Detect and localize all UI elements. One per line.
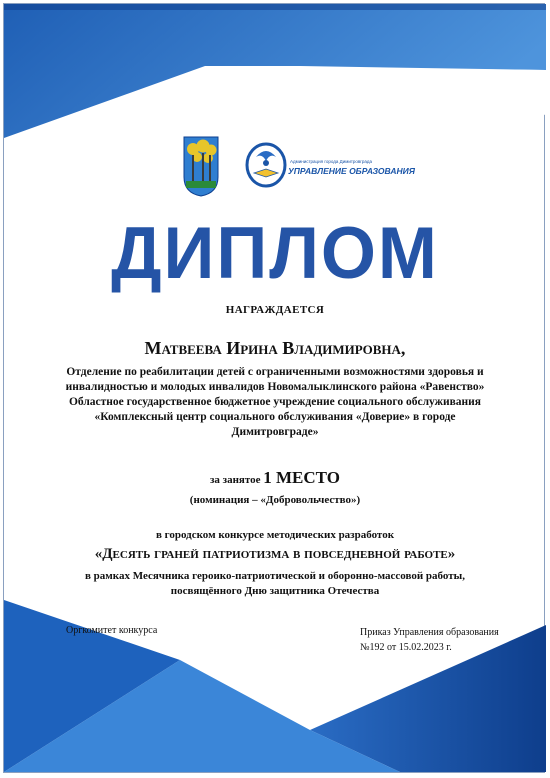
logo-line-1: Администрация города Димитровграда bbox=[290, 159, 373, 164]
order-line-1: Приказ Управления образования bbox=[360, 627, 499, 638]
diploma-title: ДИПЛОМ bbox=[111, 213, 439, 294]
recipient-organization: Отделение по реабилитации детей с ограниченными возможностями здоровья и инвалидностью и молодых инвалидов Новомалыклинского района «Равенство» Областное государственное бюджетное учреждение социального обслуживания «Комплексный центр социального обслуживания «Доверие» в городе Димитровграде» bbox=[65, 366, 485, 438]
place-prefix: за занятое bbox=[209, 474, 264, 486]
awarded-label: НАГРАЖДАЕТСЯ bbox=[225, 304, 325, 316]
dimitrovgrad-coat-of-arms-icon bbox=[182, 135, 220, 197]
order-line-2: №192 от 15.02.2023 г. bbox=[360, 642, 452, 653]
logo-line-2: УПРАВЛЕНИЕ ОБРАЗОВАНИЯ bbox=[288, 166, 415, 176]
contest-intro: в городском конкурсе методических разработок bbox=[155, 529, 395, 541]
top-dark-strip bbox=[4, 4, 546, 10]
order-reference bbox=[360, 625, 499, 655]
contest-title: «Десять граней патриотизма в повседневной работе» bbox=[94, 546, 456, 562]
top-white-wedge bbox=[205, 66, 546, 115]
organizing-committee: Оргкомитет конкурса bbox=[66, 625, 158, 636]
place-line bbox=[0, 468, 550, 488]
place-number: 1 МЕСТО bbox=[263, 468, 341, 487]
nomination: (номинация – «Добровольчество») bbox=[189, 494, 361, 506]
education-department-logo-icon bbox=[244, 139, 374, 189]
recipient-name: Матвеева Ирина Владимировна, bbox=[144, 338, 406, 358]
event-frame-line-1: в рамках Месячника героико-патриотической и оборонно-массовой работы, bbox=[84, 570, 465, 582]
event-frame-line-2: посвящённого Дню защитника Отечества bbox=[170, 585, 380, 597]
